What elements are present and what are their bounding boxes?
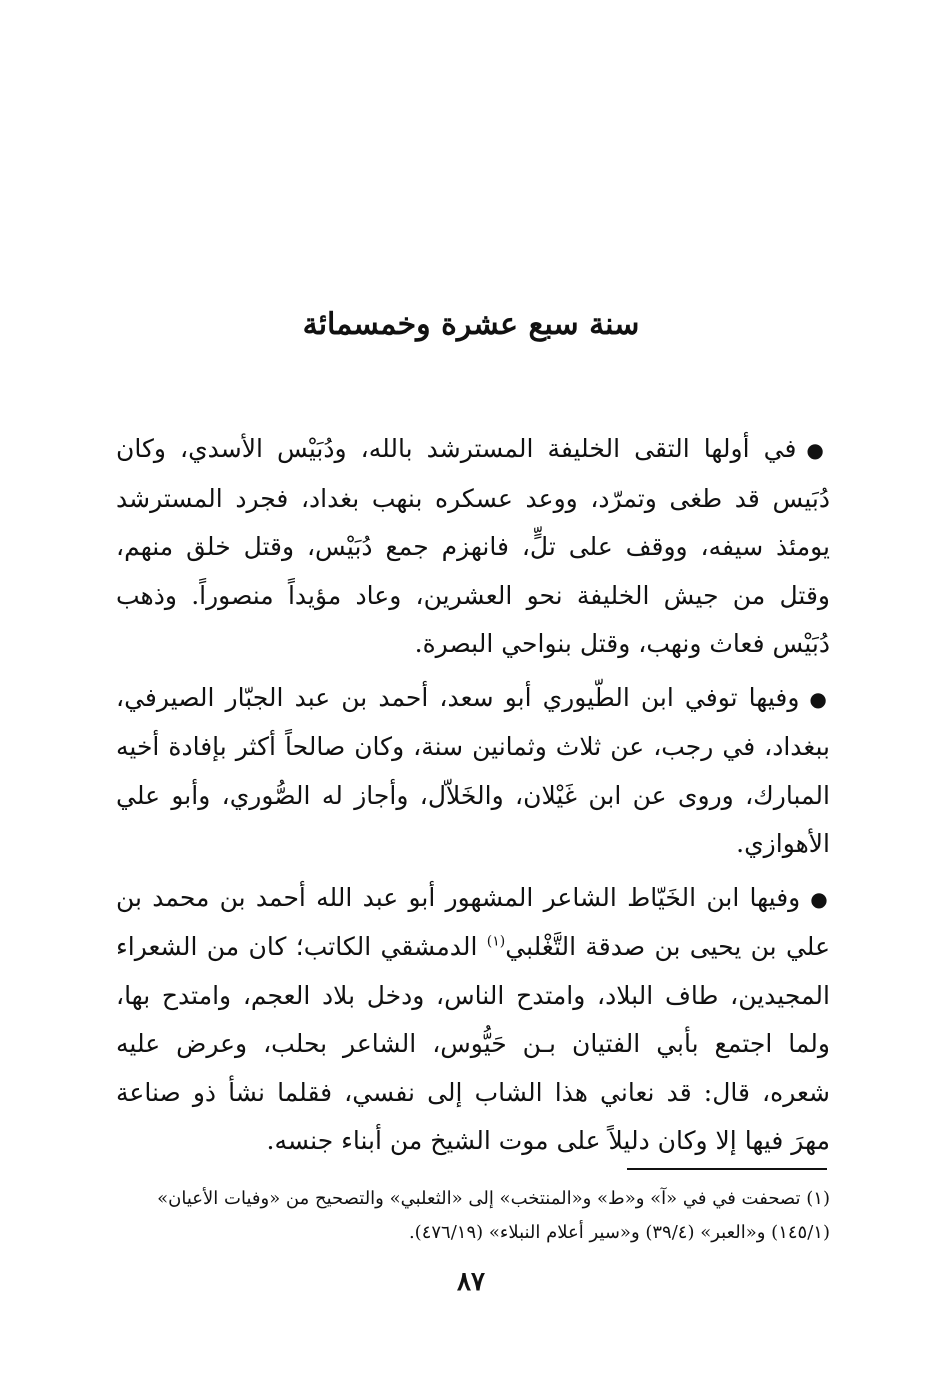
paragraph-1 (116, 425, 830, 669)
paragraph-text: وفيها ابن الخَيّاط الشاعر المشهور أبو عبد الله أحمد بن محمد بن علي بن يحيى بن صدقة التَّغْلبي (116, 882, 830, 961)
chapter-title: سنة سبع عشرة وخمسمائة (302, 307, 640, 342)
bullet-icon: ● (806, 438, 830, 462)
paragraph-text: وفيها توفي ابن الطّيوري أبو سعد، أحمد بن عبد الجبّار الصيرفي، ببغداد، في رجب، عن ثلاث وثمانين سنة، وكان صالحاً أكثر بإفادة أخيه المبارك، وروى عن ابن غَيْلان، والخَلاّل، وأجاز له الصُّوري، وأبو علي الأهوازي. (116, 682, 830, 858)
bullet-icon: ● (810, 886, 831, 911)
paragraph-3 (116, 874, 830, 1166)
footnote-line-2: (١٤٥/١) و«العبر» (٣٩/٤) و«سير أعلام النبلاء» (٤٧٦/١٩). (408, 1222, 830, 1243)
paragraph-2 (116, 674, 830, 869)
page-number: ٨٧ (457, 1267, 485, 1297)
main-text (116, 425, 830, 1171)
paragraph-text: الدمشقي الكاتب؛ كان من الشعراء المجيدين، طاف البلاد، وامتدح الناس، ودخل بلاد العجم، وامتدح بها، ولما اجتمع بأبي الفتيان بـن حَيُّوس، الشاعر بحلب، وعرض عليه شعره، قال: قد نعاني هذا الشاب إلى نفسي، فقلما نشأ ذو صناعة مهرَ فيها إلا وكان دليلاً على موت الشيخ من أبناء جنسه. (116, 932, 830, 1155)
footnotes (116, 1182, 830, 1250)
footnote-divider (627, 1168, 827, 1170)
paragraph-text: في أولها التقى الخليفة المسترشد بالله، ودُبَيْس الأسدي، وكان دُبَيس قد طغى وتمرّد، ووعد عسكره بنهب بغداد، فجرد المسترشد يومئذ سيفه، ووقف على تلٍّ، فانهزم جمع دُبَيْس، وقتل خلق منهم، وقتل من جيش الخليفة نحو العشرين، وعاد مؤيداً منصوراً. وذهب دُبَيْس فعاث ونهب، وقتل بنواحي البصرة. (116, 434, 830, 658)
footnote-line-1: (١) تصحفت في في «آ» و«ط» و«المنتخب» إلى «الثعلبي» والتصحيح من «وفيات الأعيان» (157, 1188, 830, 1209)
footnote-reference[interactable]: (١) (486, 933, 506, 950)
bullet-icon: ● (809, 686, 830, 711)
